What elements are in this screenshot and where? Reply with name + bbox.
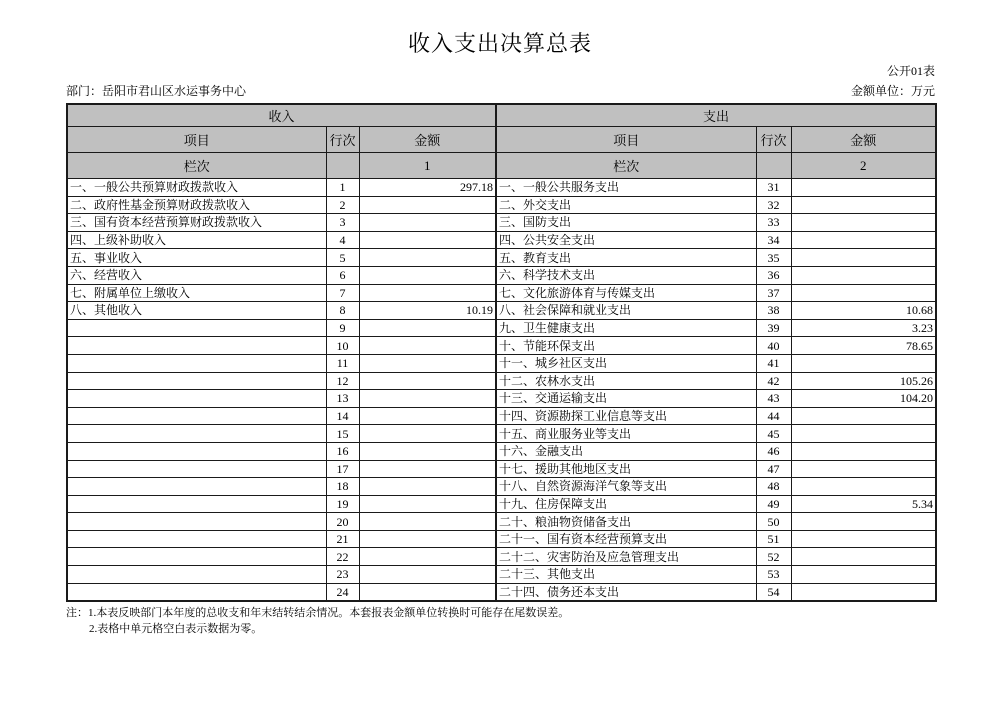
expense-item-cell: 十一、城乡社区支出 <box>496 354 756 372</box>
expense-amount-cell <box>791 266 936 284</box>
expense-amount-header: 金额 <box>791 127 936 153</box>
expense-amount-cell <box>791 249 936 267</box>
expense-item-cell: 九、卫生健康支出 <box>496 319 756 337</box>
expense-item-cell: 七、文化旅游体育与传媒支出 <box>496 284 756 302</box>
expense-rowno-cell: 35 <box>756 249 791 267</box>
expense-item-cell: 六、科学技术支出 <box>496 266 756 284</box>
expense-amount-cell <box>791 513 936 531</box>
income-item-cell <box>67 583 326 601</box>
expense-item-cell: 二十二、灾害防治及应急管理支出 <box>496 548 756 566</box>
income-item-cell <box>67 548 326 566</box>
expense-item-cell: 二十、粮油物资储备支出 <box>496 513 756 531</box>
income-rowno-cell: 12 <box>326 372 359 390</box>
expense-lanci-label: 栏次 <box>496 153 756 179</box>
expense-rowno-cell: 39 <box>756 319 791 337</box>
expense-rowno-cell: 46 <box>756 442 791 460</box>
table-row <box>67 337 936 355</box>
table-body <box>67 179 936 602</box>
expense-rowno-cell: 54 <box>756 583 791 601</box>
income-amount-cell <box>359 231 496 249</box>
expense-amount-cell: 104.20 <box>791 390 936 408</box>
department-label: 部门：岳阳市君山区水运事务中心 <box>66 84 247 98</box>
footnote-1: 注：1.本表反映部门本年度的总收支和年末结转结余情况。本套报表金额单位转换时可能存在尾数误差。 <box>66 607 570 620</box>
expense-rowno-cell: 52 <box>756 548 791 566</box>
income-amount-cell <box>359 495 496 513</box>
expense-item-cell: 二十一、国有资本经营预算支出 <box>496 530 756 548</box>
table-row <box>67 214 936 232</box>
expense-item-cell: 四、公共安全支出 <box>496 231 756 249</box>
expense-rowno-cell: 32 <box>756 196 791 214</box>
income-rowno-cell: 4 <box>326 231 359 249</box>
footnotes <box>66 605 1000 637</box>
expense-rowno-cell: 36 <box>756 266 791 284</box>
expense-amount-cell <box>791 214 936 232</box>
expense-rowno-cell: 44 <box>756 407 791 425</box>
expense-rowno-cell: 31 <box>756 179 791 197</box>
expense-column-index: 2 <box>791 153 936 179</box>
income-amount-cell <box>359 249 496 267</box>
income-item-cell <box>67 390 326 408</box>
income-amount-cell <box>359 548 496 566</box>
income-amount-cell <box>359 442 496 460</box>
income-item-cell: 八、其他收入 <box>67 302 326 320</box>
expense-rowno-cell: 43 <box>756 390 791 408</box>
income-rowno-cell: 6 <box>326 266 359 284</box>
income-amount-header: 金额 <box>359 127 496 153</box>
table-row <box>67 390 936 408</box>
table-row <box>67 407 936 425</box>
income-amount-cell <box>359 319 496 337</box>
expense-item-cell: 二十三、其他支出 <box>496 566 756 584</box>
income-amount-cell <box>359 425 496 443</box>
meta-line <box>66 84 935 98</box>
income-item-cell: 二、政府性基金预算财政拨款收入 <box>67 196 326 214</box>
income-rowno-header: 行次 <box>326 127 359 153</box>
table-row <box>67 583 936 601</box>
income-item-cell <box>67 425 326 443</box>
income-amount-cell <box>359 407 496 425</box>
income-amount-cell <box>359 214 496 232</box>
expense-amount-cell <box>791 407 936 425</box>
income-amount-cell <box>359 196 496 214</box>
expense-item-cell: 十七、援助其他地区支出 <box>496 460 756 478</box>
expense-item-cell: 八、社会保障和就业支出 <box>496 302 756 320</box>
expense-amount-cell <box>791 478 936 496</box>
expense-amount-cell <box>791 425 936 443</box>
income-lanci-label: 栏次 <box>67 153 326 179</box>
expense-amount-cell <box>791 583 936 601</box>
income-item-cell <box>67 407 326 425</box>
income-item-cell <box>67 354 326 372</box>
income-item-cell <box>67 337 326 355</box>
income-item-cell <box>67 372 326 390</box>
income-rowno-cell: 5 <box>326 249 359 267</box>
table-row <box>67 266 936 284</box>
expense-amount-cell: 105.26 <box>791 372 936 390</box>
expense-amount-cell <box>791 179 936 197</box>
expense-item-header: 项目 <box>496 127 756 153</box>
column-header-row <box>67 127 936 153</box>
income-item-cell: 五、事业收入 <box>67 249 326 267</box>
income-amount-cell <box>359 530 496 548</box>
table-row <box>67 513 936 531</box>
expense-item-cell: 十八、自然资源海洋气象等支出 <box>496 478 756 496</box>
income-amount-cell <box>359 266 496 284</box>
expense-amount-cell <box>791 196 936 214</box>
income-column-index: 1 <box>359 153 496 179</box>
table-row <box>67 425 936 443</box>
income-rowno-cell: 23 <box>326 566 359 584</box>
income-amount-cell: 297.18 <box>359 179 496 197</box>
income-amount-cell <box>359 354 496 372</box>
income-item-cell <box>67 478 326 496</box>
expense-item-cell: 二、外交支出 <box>496 196 756 214</box>
table-row <box>67 354 936 372</box>
expense-rowno-cell: 41 <box>756 354 791 372</box>
expense-rowno-cell: 34 <box>756 231 791 249</box>
expense-amount-cell <box>791 442 936 460</box>
table-row <box>67 319 936 337</box>
expense-item-cell: 十三、交通运输支出 <box>496 390 756 408</box>
table-row <box>67 530 936 548</box>
table-row <box>67 179 936 197</box>
income-item-cell <box>67 495 326 513</box>
table-row <box>67 302 936 320</box>
expense-amount-cell <box>791 460 936 478</box>
expense-amount-cell <box>791 548 936 566</box>
income-rowno-cell: 3 <box>326 214 359 232</box>
expense-amount-cell <box>791 530 936 548</box>
table-row <box>67 196 936 214</box>
expense-amount-cell <box>791 566 936 584</box>
income-rowno-cell: 22 <box>326 548 359 566</box>
expense-item-cell: 十四、资源勘探工业信息等支出 <box>496 407 756 425</box>
income-item-cell <box>67 513 326 531</box>
income-rowno-cell: 11 <box>326 354 359 372</box>
expense-item-cell: 五、教育支出 <box>496 249 756 267</box>
expense-rowno-cell: 37 <box>756 284 791 302</box>
income-rowno-cell: 7 <box>326 284 359 302</box>
footnote-2: 2.表格中单元格空白表示数据为零。 <box>89 623 263 636</box>
expense-rowno-cell: 53 <box>756 566 791 584</box>
income-item-cell: 六、经营收入 <box>67 266 326 284</box>
expense-amount-cell: 10.68 <box>791 302 936 320</box>
income-rowno-cell: 24 <box>326 583 359 601</box>
income-rowno-cell: 14 <box>326 407 359 425</box>
summary-table <box>66 103 937 602</box>
expense-rowno-cell: 49 <box>756 495 791 513</box>
expense-item-cell: 一、一般公共服务支出 <box>496 179 756 197</box>
expense-item-cell: 十五、商业服务业等支出 <box>496 425 756 443</box>
income-amount-cell <box>359 460 496 478</box>
income-amount-cell <box>359 337 496 355</box>
income-amount-cell <box>359 284 496 302</box>
income-item-cell <box>67 566 326 584</box>
expense-rowno-cell: 42 <box>756 372 791 390</box>
income-rowno-cell: 16 <box>326 442 359 460</box>
expense-rowno-cell: 38 <box>756 302 791 320</box>
table-row <box>67 478 936 496</box>
expense-item-cell: 二十四、债务还本支出 <box>496 583 756 601</box>
income-rowno-cell: 15 <box>326 425 359 443</box>
expense-rowno-cell: 33 <box>756 214 791 232</box>
income-item-cell: 三、国有资本经营预算财政拨款收入 <box>67 214 326 232</box>
column-index-row <box>67 153 936 179</box>
income-rowno-cell: 2 <box>326 196 359 214</box>
table-row <box>67 231 936 249</box>
income-amount-cell <box>359 583 496 601</box>
expense-rowno-cell: 50 <box>756 513 791 531</box>
income-item-cell <box>67 460 326 478</box>
table-row <box>67 460 936 478</box>
unit-label: 金额单位：万元 <box>850 84 935 98</box>
income-rowno-cell: 1 <box>326 179 359 197</box>
expense-rowno-header: 行次 <box>756 127 791 153</box>
expense-item-cell: 十二、农林水支出 <box>496 372 756 390</box>
expense-item-cell: 十九、住房保障支出 <box>496 495 756 513</box>
expense-section-header: 支出 <box>496 104 936 127</box>
expense-amount-cell <box>791 284 936 302</box>
expense-amount-cell <box>791 354 936 372</box>
income-amount-cell <box>359 372 496 390</box>
table-row <box>67 442 936 460</box>
income-rowno-cell: 9 <box>326 319 359 337</box>
income-item-cell <box>67 442 326 460</box>
expense-amount-cell: 78.65 <box>791 337 936 355</box>
income-item-cell: 七、附属单位上缴收入 <box>67 284 326 302</box>
page-title: 收入支出决算总表 <box>407 31 592 56</box>
table-row <box>67 566 936 584</box>
expense-amount-cell: 5.34 <box>791 495 936 513</box>
section-header-row <box>67 104 936 127</box>
expense-item-cell: 十、节能环保支出 <box>496 337 756 355</box>
income-lanci-rowno-blank <box>326 153 359 179</box>
expense-lanci-rowno-blank <box>756 153 791 179</box>
expense-rowno-cell: 47 <box>756 460 791 478</box>
table-row <box>67 495 936 513</box>
income-rowno-cell: 8 <box>326 302 359 320</box>
income-item-cell <box>67 319 326 337</box>
income-section-header: 收入 <box>67 104 496 127</box>
expense-rowno-cell: 48 <box>756 478 791 496</box>
income-rowno-cell: 10 <box>326 337 359 355</box>
income-rowno-cell: 21 <box>326 530 359 548</box>
income-rowno-cell: 13 <box>326 390 359 408</box>
income-amount-cell <box>359 513 496 531</box>
table-code: 公开01表 <box>886 64 935 78</box>
table-row <box>67 548 936 566</box>
income-item-cell: 一、一般公共预算财政拨款收入 <box>67 179 326 197</box>
income-amount-cell <box>359 478 496 496</box>
income-item-cell: 四、上级补助收入 <box>67 231 326 249</box>
income-rowno-cell: 17 <box>326 460 359 478</box>
expense-item-cell: 十六、金融支出 <box>496 442 756 460</box>
table-row <box>67 284 936 302</box>
income-rowno-cell: 18 <box>326 478 359 496</box>
table-row <box>67 249 936 267</box>
income-amount-cell <box>359 390 496 408</box>
expense-amount-cell: 3.23 <box>791 319 936 337</box>
expense-rowno-cell: 40 <box>756 337 791 355</box>
income-amount-cell: 10.19 <box>359 302 496 320</box>
expense-rowno-cell: 45 <box>756 425 791 443</box>
income-amount-cell <box>359 566 496 584</box>
expense-item-cell: 三、国防支出 <box>496 214 756 232</box>
table-row <box>67 372 936 390</box>
income-rowno-cell: 19 <box>326 495 359 513</box>
expense-amount-cell <box>791 231 936 249</box>
expense-rowno-cell: 51 <box>756 530 791 548</box>
income-item-cell <box>67 530 326 548</box>
income-item-header: 项目 <box>67 127 326 153</box>
income-rowno-cell: 20 <box>326 513 359 531</box>
